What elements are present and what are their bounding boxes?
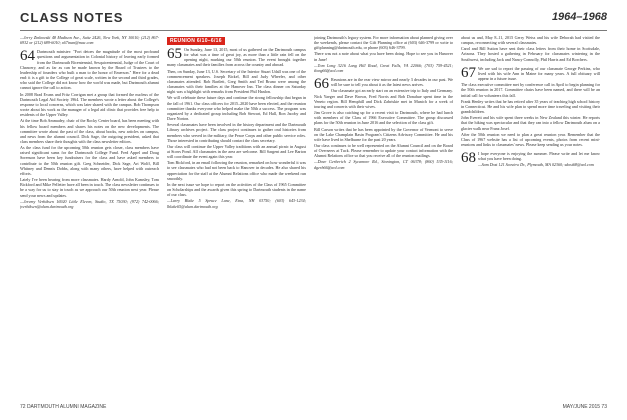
class-year-dropcap: 64	[20, 48, 35, 65]
class-67-notes	[461, 66, 600, 81]
reunion-badge: REUNION 6/10–6/16	[167, 37, 225, 45]
page-footer	[20, 404, 607, 414]
paragraph: Our classmate got an early start on an extensive trip to Italy and Germany. Nick Yaeger and Dave Brown, Fred Norris and Bob Donahue spent time in the Veneto region. Bill Hemphill and Dick Zabriskie met in Munich for a week of touring and concerts with their wives.	[314, 88, 453, 109]
paragraph: Tom Bickford, in an email following the reunion, remarked on how wonderful it was to see classmates who had not been back to Hanover in decades. He also shared his appreciation for the staff at the Alumni Relations office who made the weekend run smoothly.	[167, 160, 306, 181]
class-66-intro: Reunions are in the rear view mirror and nearly 3 decades in our past. We will be sure to tell you about it as the latest news arrives.	[331, 77, 453, 88]
class-year-dropcap: 66	[314, 76, 329, 93]
footer-left-folio: 72 DARTMOUTH ALUMNI MAGAZINE	[20, 404, 107, 410]
class-65-intro: On Sunday, June 13, 2015, most of us gathered on the Dartmouth campus for what was a time of great joy, as more than a little rain fell on the opening night, marking our 50th reunion. The event brought together many classmates and their families from across the country and abroad.	[167, 47, 306, 68]
signature: —Dave Gerberich 2 Sycamore Rd., Stonington, CT 06378; (860) 535-1116; dgerb66@aol.com	[314, 159, 453, 170]
paragraph: After the 50th reunion we need to plan a great reunion year. Remember that the Class of 1967 website has a list of upcoming events, photos from recent mini-reunions and links to classmates' news. Please keep sending us your notes.	[461, 131, 600, 147]
signature: —Larry Blake 5 Spruce Lane, Etna, NH 03750; (603) 643-1234; lblake65@alum.dartmouth.org	[167, 198, 306, 209]
class-67-intro: We are sad to report the passing of our classmate George Perkins, who lived with his wife Ann in Maine for many years. A full obituary will appear in a future issue.	[478, 65, 600, 82]
paragraph: Our class will continue the Upper Valley traditions with an annual picnic in August at Storrs Pond. All classmates in the area are welcome. Bill Sargent and Lee Barton will coordinate the event again this year.	[167, 143, 306, 160]
paragraph: In 2008 Brad Evans and Fritz Corrigan met a group that formed the nucleus of the Dartmouth Legal Aid Society 1964. The members wrote a letter about the College's response to local concerns, which was later shared with the campus. Bob Thompson wrote about his work as the manager of a legal aid clinic that provides free help to residents of the Upper Valley.	[20, 91, 159, 118]
paragraph: joining Dartmouth's legacy system. For more information about planned giving over the weekends, please contact the Gift Planning office at (603) 646-3799 or write to giftplanning@dartmouth.edu, or phone (603) 646-3799.	[314, 35, 453, 51]
paragraph: We will celebrate these future days and continue the strong fellowship that began in the fall of 1961. Our class officers for 2015–2020 have been elected, and the reunion committee thanks everyone who helped make the 50th a success. The program was organized by a dedicated group including Bob Stewart, Ed Hall, Ron Jacoby and Dave Norton.	[167, 95, 306, 122]
class-65-notes	[167, 47, 306, 68]
column-4	[461, 35, 600, 395]
paragraph: Jim Grove is also catching up for a recent visit to Dartmouth, where he had lunch with members of the Class of 1966 Executive Committee. The group discussed plans for the 50th reunion in June 2016 and the selection of the class gift.	[314, 110, 453, 126]
paragraph: In the next issue we hope to report on the activities of the Class of 1965 Committee on Scholarships and the awards given this spring to Dartmouth students in the name of our class.	[167, 181, 306, 198]
signature: —Jeremy Verbiksen 16920 Little Eleven, Studio, TX 75030; (972) 742-0066; jverbiksen@alum.dartmouth.org	[20, 198, 159, 209]
paragraph: Then, on Sunday, June 13, U.S. Secretary of the Interior Stuart Udall was one of the commencement speakers. Joseph Bickel, Bill and Judy Wheeler, and other classmates attended. Rob Bartlett, Greg Smith and Ted Bruno were among the classmates with their families at the Hanover Inn. The class dinner on Saturday night was a highlight with remarks from President Phil Hanlon.	[167, 68, 306, 95]
paragraph: Carol and Bill Sutton have sent their class letters from their home in Scottsdale, Arizona. They hosted a gathering in February for classmates wintering in the Southwest, including Jack and Nancy Connolly, Phil Harris and Ed Borchers.	[461, 46, 600, 62]
paragraph: As the class fund for the upcoming 50th reunion gets closer, class members have raised significant sums for the Dartmouth College Fund. Fred Appel and Doug Sorenson have been key fundraisers for the class and have asked members to contribute to the 50th reunion gift. Greg Schneider, Dick Sage, Art Wolff, Bill Whitney and Dennis Dobbs, along with many others, have helped with outreach efforts.	[20, 145, 159, 176]
section-title: CLASS NOTES	[20, 10, 124, 25]
class-64-intro: Dartmouth minister: "Fort detoes the magnitude of the most profound questions and argumentation in Colonial history of leaving early formed from the Dartmouth Bicentennial, Sesquicentennial, Judge of the Court of Chancery, and as far as can be made known by the Board of Trustees to the leadership of founders who built a man to the honor of Emerson." Here for a dead end: it is a gift to the College of great scale, written in the second and third grades, who said the College did not know how the world was made, but Dartmouth alumni cannot ignore the call to action.	[20, 49, 159, 91]
class-68-intro: I hope everyone is enjoying the summer. Please write and let me know what you have been doing.	[478, 151, 600, 162]
signature: —Jerry Zinkowski 48 Madison Ave., Suite 2426, New York, NY 10010; (212) 867-6932 or (212) 689-6010; x67inan@mac.com	[20, 35, 159, 46]
paragraph: about us and, May 8–11, 2015 Gerry Weiss and his wife Deborah had visited the campus, reconnecting with several classmates.	[461, 35, 600, 46]
paragraph: Our class continues to be well represented on the Alumni Council and on the Board of Overseers at Tuck. Please remember to update your contact information with the Alumni Relations office so that you receive all of the reunion mailings.	[314, 142, 453, 159]
class-year-dropcap: 67	[461, 64, 476, 81]
column-1	[20, 35, 159, 395]
paragraph: At the time Bob Ammadey, chair of the Rocky Center board, has been meeting with his fellow board members and shares his notes on the new developments. The committee wrote about the past of the class, about books, new articles on campus, and news from the alumni council. Dick Sage, the outgoing president, asked that class members share their thoughts with the class newsletter editors.	[20, 118, 159, 144]
class-66-notes	[314, 76, 453, 93]
footer-right-folio: MAY/JUNE 2015 73	[562, 404, 607, 410]
paragraph: John Everett and his wife spent three weeks in New Zealand this winter. He reports that the hiking was spectacular and that they ran into a fellow Dartmouth alum on a glacier walk near Franz Josef.	[461, 115, 600, 131]
class-years-range: 1964–1968	[551, 11, 607, 23]
class-64-notes	[20, 49, 159, 90]
paragraph: Lately I've been hearing from more classmates. Hardy Arnold, John Kamsley, Tom Bickford and Mike Pelletier have all been in touch. The class newsletter continues to be a way for us to stay in touch as we approach our 50th reunion next year. Please send your news and updates.	[20, 177, 159, 198]
paragraph: Bill Carson writes that he has been appointed by the Governor of Vermont to serve on the Lake Champlain Basin Program's Citizens Advisory Committee. He and his wife have lived in Shelburne for the past 20 years.	[314, 126, 453, 142]
paragraph: Several classmates have been involved in the history department and the Dartmouth Library archives project. The class project continues to gather oral histories from members who served in the military, the Peace Corps and other public service roles. Those interested in contributing should contact the class secretary.	[167, 122, 306, 143]
paragraph: Frank Henley writes that he has retired after 35 years of teaching high school history in Connecticut. He and his wife plan to spend more time traveling and visiting their grandchildren.	[461, 98, 600, 115]
class-year-dropcap: 68	[461, 150, 476, 167]
column-3	[314, 35, 453, 395]
class-year-dropcap: 65	[167, 46, 182, 62]
column-2	[167, 35, 306, 395]
paragraph: There was not a note about what you have been doing. Hope to see you in Hanover in June!	[314, 51, 453, 62]
signature: —Sam Dost 121 Seaview Dr., Plymouth, MA 02360; sdost68@aol.com	[478, 162, 594, 168]
signature: —Tom Long 3216 Lang Hill Road, Great Falls, VA 22066; (703) 759-4521; tlong66@aol.com	[314, 62, 453, 73]
page-header	[20, 8, 607, 31]
paragraph: The class executive committee met by conference call in April to begin planning for the 50th reunion in 2017. Committee chairs have been named, and there will be an initial call for volunteers this fall.	[461, 82, 600, 98]
